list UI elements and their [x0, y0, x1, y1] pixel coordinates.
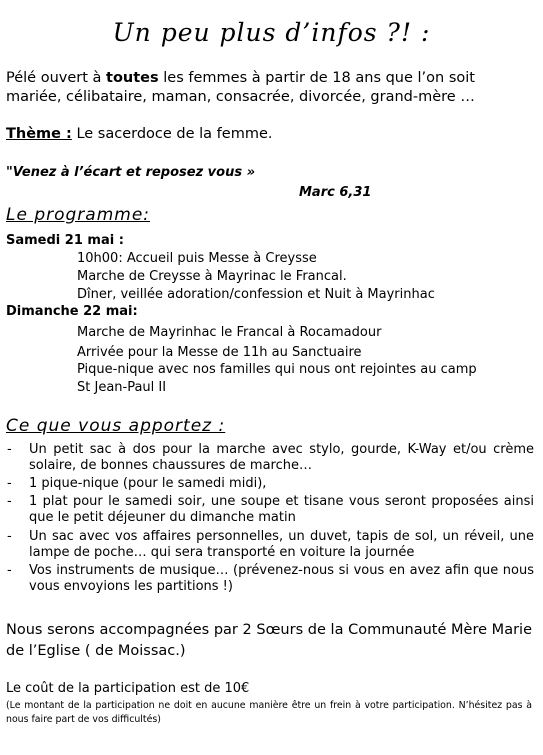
intro-bold: toutes: [106, 70, 159, 86]
page-title: Un peu plus d’infos ?! :: [112, 18, 431, 47]
list-item-text: Un sac avec vos affaires personnelles, un duvet, tapis de sol, un réveil, une lampe de poche… qui sera transporté en voiture la journée: [29, 529, 534, 560]
list-item: [0, 494, 543, 526]
quote-text: "Venez à l’écart et reposez vous »: [6, 165, 256, 180]
list-item: [0, 529, 543, 561]
day-sunday-suffix: :: [132, 304, 138, 319]
bullet: -: [7, 563, 12, 578]
schedule-item: 10h00: Accueil puis Messe à Creysse: [77, 251, 317, 266]
theme-label: Thème :: [6, 126, 72, 142]
intro-after: les femmes à partir de 18 ans que l’on soit: [158, 70, 475, 86]
bullet: -: [7, 442, 12, 457]
schedule-item: Marche de Creysse à Mayrinac le Francal.: [77, 269, 347, 284]
cost-note: (Le montant de la participation ne doit en aucune manière être un frein à votre participation. N’hésitez pas à nous faire part de vos difficultés): [6, 700, 532, 725]
intro-before: Pélé ouvert à: [6, 70, 107, 86]
list-item: [0, 563, 543, 595]
schedule-item: Dîner, veillée adoration/confession et Nuit à Mayrinhac: [77, 287, 435, 302]
list-item: [0, 476, 543, 492]
schedule-item: St Jean-Paul II: [77, 380, 167, 395]
accompany-text: Nous serons accompagnées par 2 Sœurs de la Communauté Mère Marie de l’Eglise ( de Moissac.): [6, 622, 532, 659]
schedule-item: Marche de Mayrinhac le Francal à Rocamadour: [77, 325, 382, 340]
day-saturday-suffix: :: [114, 233, 124, 248]
list-item: [0, 442, 543, 474]
bring-heading: Ce que vous apportez :: [6, 416, 226, 436]
schedule-item: Pique-nique avec nos familles qui nous ont rejointes au camp: [77, 362, 477, 377]
intro-line-1: [6, 70, 475, 86]
list-item-text: Vos instruments de musique… (prévenez-nous si vous en avez afin que nous vous envoyions les partitions !): [29, 563, 534, 594]
bullet: -: [7, 476, 12, 491]
list-item-text: Un petit sac à dos pour la marche avec stylo, gourde, K-Way et/ou crème solaire, de bonnes chaussures de marche…: [29, 442, 534, 473]
quote-reference: Marc 6,31: [299, 185, 372, 200]
day-sunday: [6, 304, 138, 319]
bullet: -: [7, 529, 12, 544]
cost-text: Le coût de la participation est de 10€: [6, 681, 250, 696]
schedule-item: Arrivée pour la Messe de 11h au Sanctuaire: [77, 345, 362, 360]
day-sunday-label: Dimanche 22 mai: [6, 304, 133, 319]
list-item-text: 1 plat pour le samedi soir, une soupe et tisane vous seront proposées ainsi que le petit déjeuner du dimanche matin: [29, 494, 534, 525]
bullet: -: [7, 494, 12, 509]
day-saturday-label: Samedi 21 mai: [6, 233, 115, 248]
programme-heading: Le programme:: [6, 205, 151, 225]
theme-line: [6, 126, 273, 142]
intro-line-2: mariée, célibataire, maman, consacrée, divorcée, grand-mère …: [6, 89, 475, 105]
day-saturday: [6, 233, 124, 248]
theme-text: Le sacerdoce de la femme.: [71, 126, 273, 142]
list-item-text: 1 pique-nique (pour le samedi midi),: [29, 476, 267, 491]
